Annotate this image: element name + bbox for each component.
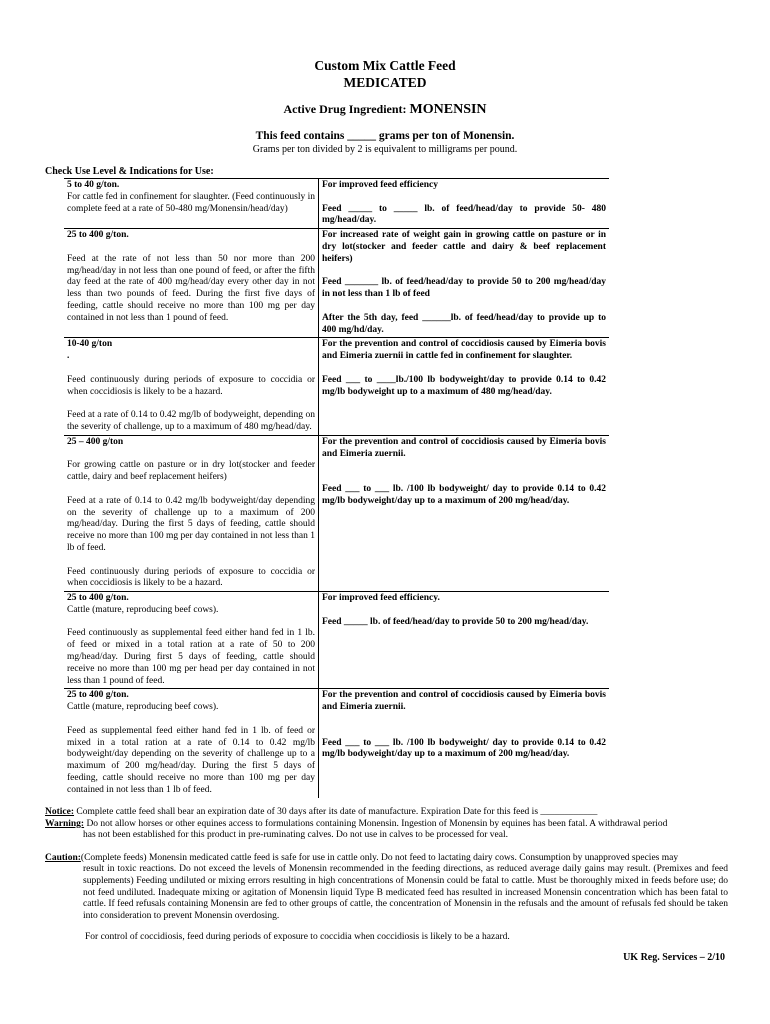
spacer — [67, 617, 315, 629]
contains-line: This feed contains _____ grams per ton of Monensin. — [255, 130, 515, 142]
cell-text: Cattle (mature, reproducing beef cows). — [67, 604, 219, 615]
spacer — [322, 363, 606, 375]
cell-text: For the prevention and control of coccidiosis caused by Eimeria bovis and Eimeria zuernii in cattle fed in confinement for slaughter. — [322, 339, 606, 362]
cell-text: Feed _______ lb. of feed/head/day to provide 50 to 200 mg/head/day in not less than 1 lb of feed — [322, 277, 606, 300]
table-row — [64, 592, 609, 689]
caution-text: (Complete feeds) Monensin medicated cattle feed is safe for use in cattle only. Do not feed to lactating dairy cows. Consumption by unapproved species may — [80, 852, 679, 863]
table-row — [64, 229, 609, 338]
footer-reg: UK Reg. Services – 2/10 — [623, 952, 725, 963]
spacer — [322, 301, 606, 313]
cell-text: For growing cattle on pasture or in dry lot(stocker and feeder cattle, dairy and beef replacement heifers) — [67, 460, 315, 483]
spacer — [322, 460, 606, 472]
active-drug: MONENSIN — [409, 102, 487, 117]
warning-label: Warning: — [45, 818, 85, 829]
cell-text: Feed continuously during periods of exposure to coccidia or when coccidiosis is likely to be a hazard. — [67, 566, 315, 589]
cell-text: Feed _____ lb. of feed/head/day to provide 50 to 200 mg/head/day. — [322, 616, 589, 627]
title-line-2: MEDICATED — [343, 75, 427, 90]
cell-text: For improved feed efficiency. — [322, 593, 440, 604]
active-ingredient — [0, 102, 770, 118]
cell-text: 25 – 400 g/ton — [67, 436, 124, 447]
cell-text: Feed ___ to ___ lb. /100 lb bodyweight/ day to provide 0.14 to 0.42 mg/lb bodyweight/day up to a maximum of 200 mg/head/day. — [322, 737, 606, 760]
caution-label: Caution: — [45, 852, 81, 863]
cell-text: For increased rate of weight gain in growing cattle on pasture or in dry lot(stocker and feeder cattle and dairy & beef replacement heifers) — [322, 230, 606, 264]
spacer — [322, 266, 606, 278]
cell-text: 10-40 g/ton — [67, 339, 113, 350]
spacer — [322, 192, 606, 204]
warning-text-cont: has not been established for this product in pre-ruminating calves. Do not use in calves to be processed for veal. — [83, 830, 509, 841]
cell-text: Feed _____ to _____ lb. of feed/head/day to provide 50- 480 mg/head/day. — [322, 203, 606, 226]
cell-text: 5 to 40 g/ton. — [67, 180, 120, 190]
title-line-1: Custom Mix Cattle Feed — [314, 58, 456, 73]
notice-text: Complete cattle feed shall bear an expiration date of 30 days after its date of manufacture. Expiration Date for this feed is ____________ — [74, 807, 598, 817]
cell-text: Cattle (mature, reproducing beef cows). — [67, 702, 219, 713]
use-level-cell — [64, 229, 319, 337]
cell-text: 25 to 400 g/ton. — [67, 690, 129, 701]
caution-text-cont: result in toxic reactions. Do not exceed the levels of Monensin recommended in the feeding directions, as reduced average daily gains may result. (Premixes and feed supplements) Feeding undiluted or mixing errors resulting in high concentrations of Monensin could be fatal to cattle. Must be thoroughly mixed in feeds before use; do not feed undiluted. Inadequate mixing or agitation of Monensin liquid Type B medicated feed has resulted in increased Monensin concentration which has been fatal to cattle. If feed refusals containing Monensin are fed to other groups of cattle, the concentration of Monensin in the refusals and the amount of refusals fed should be taken into consideration to prevent Monensin overdosing. — [83, 864, 728, 921]
spacer — [322, 605, 606, 617]
cell-text: 25 to 400 g/ton. — [67, 230, 129, 241]
use-level-cell — [64, 592, 319, 688]
indication-cell — [319, 436, 609, 591]
table-row — [64, 179, 609, 229]
spacer — [322, 472, 606, 484]
grams-note: Grams per ton divided by 2 is equivalent to milligrams per pound. — [252, 144, 518, 155]
cell-text: Feed at the rate of not less than 50 nor more than 200 mg/head/day in not less than one pound of feed, or after the fifth day feed at the rate of 400 mg/head/day every other day in not less than two pounds of feed. During the first five days of feeding, cattle should receive no more than 100 mg per day contained in not less than 1 pound of feed. — [67, 253, 315, 323]
spacer — [67, 242, 315, 254]
spacer — [322, 714, 606, 726]
cell-text: 25 to 400 g/ton. — [67, 593, 129, 604]
cell-text: Feed as supplemental feed either hand fed in 1 lb. of feed or mixed in a total ration at a rate of 0.14 to 0.42 mg/lb bodyweight/day depending on the severity of challenge up to a maximum of 200 mg/head/day. During the first 5 days of feeding, cattle should receive no more than 100 mg per day contained in not less than 1 lb of feed. — [67, 725, 315, 795]
cell-text: Feed ___ to ___ lb. /100 lb bodyweight/ day to provide 0.14 to 0.42 mg/lb bodyweight/day up to a maximum of 200 mg/head/day. — [322, 483, 606, 506]
warning-text: Do not allow horses or other equines access to formulations containing Monensin. Ingestion of Monensin by equines has been fatal. A withdrawal period — [84, 818, 668, 829]
spacer — [67, 555, 315, 567]
indication-cell — [319, 229, 609, 337]
cell-text: Feed ___ to ____lb./100 lb bodyweight/day to provide 0.14 to 0.42 mg/lb bodyweight up to a maximum of 480 mg/head/day. — [322, 374, 606, 397]
notes-section — [45, 807, 728, 944]
cell-text: . — [67, 351, 70, 362]
spacer — [67, 398, 315, 410]
use-level-cell — [64, 436, 319, 591]
table-row — [64, 436, 609, 592]
spacer — [67, 484, 315, 496]
use-level-cell — [64, 689, 319, 797]
cell-text: After the 5th day, feed ______lb. of feed/head/day to provide up to 400 mg/hd/day. — [322, 312, 606, 335]
coccidiosis-note: For control of coccidiosis, feed during periods of exposure to coccidia when coccidiosis is likely to be a hazard. — [85, 932, 510, 943]
cell-text: Feed continuously during periods of exposure to coccidia or when coccidiosis is likely to be a hazard. — [67, 374, 315, 397]
use-level-table — [64, 178, 609, 798]
spacer — [67, 449, 315, 461]
cell-text: Feed at a rate of 0.14 to 0.42 mg/lb bodyweight/day depending on the severity of challenge up to a maximum of 200 mg/head/day. During the first 5 days of feeding, cattle should receive no more than 100 mg per day contained in not less than 1 lb of feed. — [67, 495, 315, 553]
spacer — [67, 363, 315, 375]
spacer — [322, 726, 606, 738]
active-label: Active Drug Ingredient: — [283, 102, 407, 116]
caution — [45, 853, 728, 865]
indication-cell — [319, 689, 609, 797]
use-level-cell — [64, 338, 319, 434]
table-row — [64, 689, 609, 797]
use-level-cell — [64, 179, 319, 228]
check-use-header: Check Use Level & Indications for Use: — [45, 166, 214, 177]
indication-cell — [319, 179, 609, 228]
indication-cell — [319, 592, 609, 688]
cell-text: For the prevention and control of coccidiosis caused by Eimeria bovis and Eimeria zuernii. — [322, 436, 606, 459]
indication-cell — [319, 338, 609, 434]
cell-text: Feed at a rate of 0.14 to 0.42 mg/lb of bodyweight, depending on the severity of challenge, up to a maximum of 480 mg/head/day. — [67, 410, 315, 432]
cell-text: For the prevention and control of coccidiosis caused by Eimeria bovis and Eimeria zuernii. — [322, 690, 606, 713]
warning — [45, 819, 728, 831]
cell-text: For improved feed efficiency — [322, 180, 438, 190]
cell-text: For cattle fed in confinement for slaughter. (Feed continuously in complete feed at a rate of 50-480 mg/Monensin/head/day) — [67, 191, 315, 214]
notice — [45, 807, 728, 819]
cell-text: Feed continuously as supplemental feed either hand fed in 1 lb. of feed or mixed in a total ration at a rate of 50 to 200 mg/head/day. During first 5 days of feeding, cattle should receive no more than 100 mg per head per day contained in not less than 1 pound of feed. — [67, 628, 315, 686]
table-row — [64, 338, 609, 435]
notice-label: Notice: — [45, 807, 75, 817]
spacer — [67, 714, 315, 726]
